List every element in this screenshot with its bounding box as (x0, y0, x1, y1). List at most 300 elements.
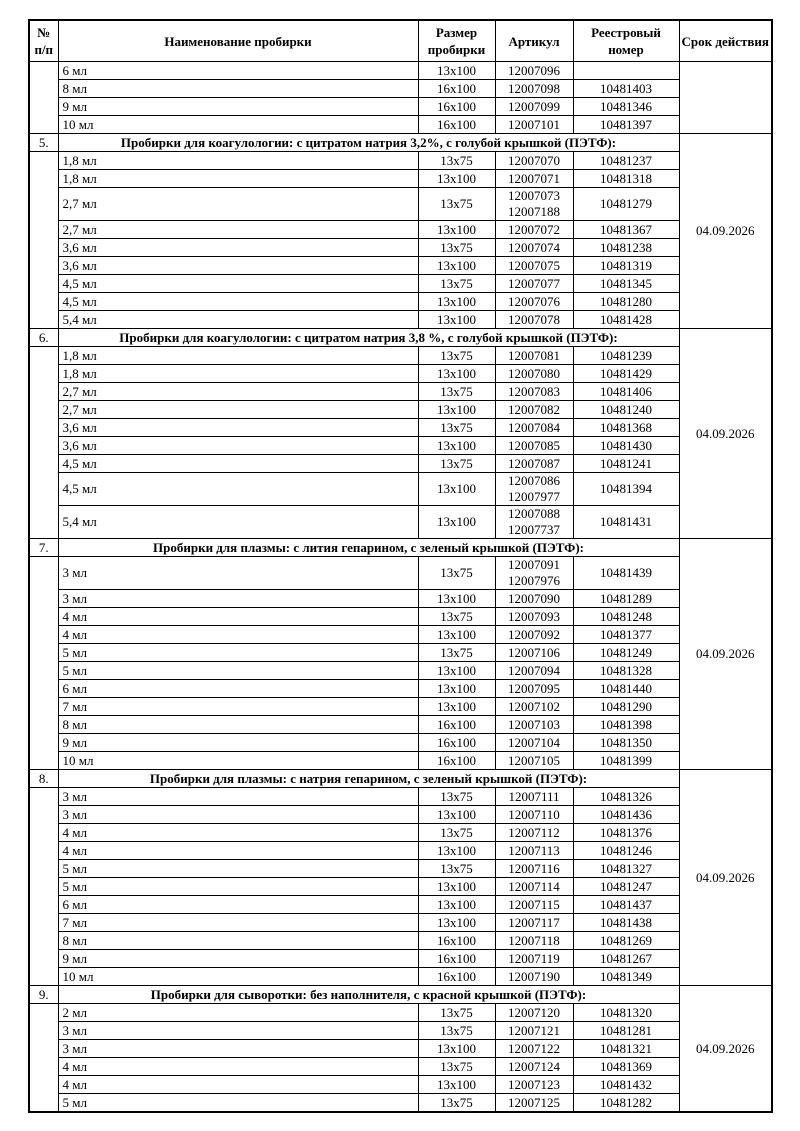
article-cell (495, 239, 573, 257)
tube-size-cell: 13x75 (418, 419, 495, 437)
table-row (29, 98, 772, 116)
tube-size-cell: 16x100 (418, 80, 495, 98)
table-row (29, 293, 772, 311)
article-line: 12007098 (508, 80, 560, 96)
validity-date: 04.09.2026 (679, 986, 772, 1113)
article-line: 12007071 (508, 170, 560, 186)
registry-cell: 10481319 (573, 257, 679, 275)
registry-cell: 10481350 (573, 734, 679, 752)
article-line: 12007125 (508, 1094, 560, 1110)
table-row (29, 557, 772, 590)
article-cell (495, 62, 573, 80)
tube-size-cell: 13x100 (418, 878, 495, 896)
tube-name-cell: 6 мл (58, 896, 418, 914)
article-cell (495, 98, 573, 116)
tube-name-cell: 2,7 мл (58, 188, 418, 221)
article-line: 12007105 (508, 752, 560, 768)
registry-cell: 10481439 (573, 557, 679, 590)
article-line: 12007091 (508, 557, 560, 572)
validity-date: 04.09.2026 (679, 329, 772, 539)
article-cell (495, 842, 573, 860)
table-row (29, 365, 772, 383)
article-cell (495, 680, 573, 698)
tube-size-cell: 16x100 (418, 116, 495, 134)
tube-name-cell: 3,6 мл (58, 419, 418, 437)
article-line: 12007104 (508, 734, 560, 750)
section-title: Пробирки для коагулологии: с цитратом натрия 3,8 %, с голубой крышкой (ПЭТФ): (58, 329, 679, 347)
col-header-number: № п/п (29, 20, 58, 62)
table-row (29, 1058, 772, 1076)
tube-size-cell: 13x100 (418, 914, 495, 932)
article-cell (495, 662, 573, 680)
article-line: 12007094 (508, 662, 560, 678)
tube-size-cell: 13x75 (418, 455, 495, 473)
section-title: Пробирки для плазмы: с натрия гепарином, с зеленый крышкой (ПЭТФ): (58, 770, 679, 788)
registry-cell: 10481345 (573, 275, 679, 293)
section-header-row (29, 329, 772, 347)
table-row (29, 644, 772, 662)
registry-cell: 10481246 (573, 842, 679, 860)
article-cell (495, 878, 573, 896)
article-cell (495, 590, 573, 608)
registry-cell: 10481240 (573, 401, 679, 419)
tube-name-cell: 1,8 мл (58, 170, 418, 188)
tube-name-cell: 3 мл (58, 788, 418, 806)
article-line: 12007078 (508, 311, 560, 327)
tube-name-cell: 2 мл (58, 1004, 418, 1022)
table-row (29, 716, 772, 734)
article-cell (495, 860, 573, 878)
article-line: 12007081 (508, 347, 560, 363)
article-cell (495, 257, 573, 275)
article-line: 12007737 (508, 522, 560, 537)
table-row (29, 311, 772, 329)
tube-size-cell: 13x100 (418, 662, 495, 680)
table-row (29, 275, 772, 293)
article-cell (495, 734, 573, 752)
registry-cell: 10481406 (573, 383, 679, 401)
tube-size-cell: 13x100 (418, 680, 495, 698)
article-line: 12007121 (508, 1022, 560, 1038)
registry-cell: 10481328 (573, 662, 679, 680)
article-line: 12007070 (508, 152, 560, 168)
registry-cell: 10481440 (573, 680, 679, 698)
registry-cell: 10481399 (573, 752, 679, 770)
tube-size-cell: 13x100 (418, 1076, 495, 1094)
article-line: 12007190 (508, 968, 560, 984)
article-line: 12007120 (508, 1004, 560, 1020)
tube-size-cell: 13x75 (418, 239, 495, 257)
tube-name-cell: 9 мл (58, 734, 418, 752)
section-title: Пробирки для плазмы: с лития гепарином, с зеленый крышкой (ПЭТФ): (58, 539, 679, 557)
section-number: 6. (29, 329, 58, 347)
tube-name-cell: 10 мл (58, 752, 418, 770)
article-line: 12007088 (508, 506, 560, 521)
tube-size-cell: 16x100 (418, 98, 495, 116)
tube-name-cell: 3 мл (58, 1022, 418, 1040)
tube-size-cell: 13x75 (418, 824, 495, 842)
table-row (29, 455, 772, 473)
tube-size-cell: 13x100 (418, 257, 495, 275)
tube-name-cell: 4,5 мл (58, 293, 418, 311)
article-cell (495, 1022, 573, 1040)
table-row (29, 1004, 772, 1022)
article-cell (495, 80, 573, 98)
article-cell (495, 473, 573, 506)
article-cell (495, 1076, 573, 1094)
tube-name-cell: 5,4 мл (58, 506, 418, 539)
article-line: 12007111 (508, 788, 560, 804)
section-number: 8. (29, 770, 58, 788)
article-cell (495, 896, 573, 914)
col-header-validity: Срок действия (679, 20, 772, 62)
validity-date: 04.09.2026 (679, 770, 772, 986)
registry-cell: 10481249 (573, 644, 679, 662)
article-cell (495, 1094, 573, 1113)
tube-name-cell: 6 мл (58, 680, 418, 698)
article-line: 12007118 (508, 932, 560, 948)
registry-cell: 10481429 (573, 365, 679, 383)
article-cell (495, 506, 573, 539)
article-cell (495, 914, 573, 932)
table-row (29, 170, 772, 188)
article-cell (495, 1004, 573, 1022)
tube-name-cell: 4 мл (58, 842, 418, 860)
tube-size-cell: 13x75 (418, 608, 495, 626)
article-line: 12007114 (508, 878, 560, 894)
table-row (29, 698, 772, 716)
tube-name-cell: 4 мл (58, 824, 418, 842)
article-cell (495, 116, 573, 134)
tube-name-cell: 9 мл (58, 98, 418, 116)
section-number: 7. (29, 539, 58, 557)
registry-cell: 10481346 (573, 98, 679, 116)
section-header-row (29, 539, 772, 557)
tube-size-cell: 16x100 (418, 968, 495, 986)
table-row (29, 401, 772, 419)
article-cell (495, 557, 573, 590)
tube-name-cell: 3,6 мл (58, 437, 418, 455)
tube-size-cell: 16x100 (418, 734, 495, 752)
table-row (29, 257, 772, 275)
article-line: 12007087 (508, 455, 560, 471)
registry-cell: 10481280 (573, 293, 679, 311)
validity-date (679, 62, 772, 134)
tube-name-cell: 8 мл (58, 932, 418, 950)
col-header-size: Размер пробирки (418, 20, 495, 62)
tube-name-cell: 2,7 мл (58, 221, 418, 239)
article-line: 12007117 (508, 914, 560, 930)
article-cell (495, 806, 573, 824)
table-row (29, 932, 772, 950)
tube-name-cell: 1,8 мл (58, 347, 418, 365)
table-row (29, 806, 772, 824)
table-row (29, 590, 772, 608)
section-number: 9. (29, 986, 58, 1004)
article-line: 12007110 (508, 806, 560, 822)
tube-name-cell: 2,7 мл (58, 401, 418, 419)
tube-size-cell: 13x100 (418, 1040, 495, 1058)
registry-cell: 10481289 (573, 590, 679, 608)
table-row (29, 437, 772, 455)
registry-cell: 10481438 (573, 914, 679, 932)
table-row (29, 842, 772, 860)
tube-name-cell: 9 мл (58, 950, 418, 968)
article-cell (495, 221, 573, 239)
table-row (29, 896, 772, 914)
registry-cell: 10481279 (573, 188, 679, 221)
article-line: 12007101 (508, 116, 560, 132)
tube-size-cell: 13x100 (418, 626, 495, 644)
tube-size-cell: 13x75 (418, 860, 495, 878)
article-cell (495, 716, 573, 734)
section-title: Пробирки для коагулологии: с цитратом натрия 3,2%, с голубой крышкой (ПЭТФ): (58, 134, 679, 152)
section-number-span (29, 1004, 58, 1113)
registry-cell (573, 62, 679, 80)
article-cell (495, 419, 573, 437)
tube-name-cell: 3 мл (58, 557, 418, 590)
table-row (29, 1022, 772, 1040)
article-line: 12007072 (508, 221, 560, 237)
registry-cell: 10481318 (573, 170, 679, 188)
registry-cell: 10481377 (573, 626, 679, 644)
tube-size-cell: 13x100 (418, 590, 495, 608)
registry-cell: 10481320 (573, 1004, 679, 1022)
article-line: 12007074 (508, 239, 560, 255)
tube-size-cell: 16x100 (418, 752, 495, 770)
article-cell (495, 311, 573, 329)
table-row (29, 1076, 772, 1094)
table-row (29, 152, 772, 170)
table-row (29, 734, 772, 752)
section-number: 5. (29, 134, 58, 152)
article-line: 12007080 (508, 365, 560, 381)
article-cell (495, 752, 573, 770)
article-cell (495, 950, 573, 968)
article-cell (495, 152, 573, 170)
tube-name-cell: 10 мл (58, 968, 418, 986)
article-cell (495, 824, 573, 842)
registry-cell: 10481269 (573, 932, 679, 950)
article-line: 12007116 (508, 860, 560, 876)
registry-cell: 10481368 (573, 419, 679, 437)
tube-size-cell: 13x100 (418, 311, 495, 329)
tube-size-cell: 13x100 (418, 170, 495, 188)
tubes-table (28, 19, 773, 1113)
tube-name-cell: 5 мл (58, 662, 418, 680)
article-line: 12007977 (508, 489, 560, 504)
table-row (29, 752, 772, 770)
table-row (29, 473, 772, 506)
registry-cell: 10481267 (573, 950, 679, 968)
table-row (29, 221, 772, 239)
article-line: 12007188 (508, 204, 560, 219)
tube-size-cell: 13x75 (418, 188, 495, 221)
article-cell (495, 365, 573, 383)
registry-cell: 10481436 (573, 806, 679, 824)
tube-size-cell: 13x100 (418, 896, 495, 914)
section-number-span (29, 347, 58, 539)
registry-cell: 10481290 (573, 698, 679, 716)
article-cell (495, 293, 573, 311)
tube-name-cell: 6 мл (58, 62, 418, 80)
tube-size-cell: 13x100 (418, 437, 495, 455)
article-line: 12007115 (508, 896, 560, 912)
article-cell (495, 644, 573, 662)
validity-date: 04.09.2026 (679, 134, 772, 329)
article-line: 12007075 (508, 257, 560, 273)
section-header-row (29, 770, 772, 788)
table-row (29, 680, 772, 698)
registry-cell: 10481367 (573, 221, 679, 239)
tube-size-cell: 13x100 (418, 401, 495, 419)
registry-cell: 10481430 (573, 437, 679, 455)
registry-cell: 10481398 (573, 716, 679, 734)
article-line: 12007119 (508, 950, 560, 966)
tube-size-cell: 16x100 (418, 716, 495, 734)
article-line: 12007124 (508, 1058, 560, 1074)
table-row (29, 419, 772, 437)
tube-name-cell: 4 мл (58, 608, 418, 626)
table-row (29, 1040, 772, 1058)
tube-size-cell: 16x100 (418, 932, 495, 950)
table-row (29, 950, 772, 968)
article-line: 12007112 (508, 824, 560, 840)
tube-name-cell: 4,5 мл (58, 455, 418, 473)
header-row (29, 20, 772, 62)
col-header-registry: Реестровый номер (573, 20, 679, 62)
tube-size-cell: 13x75 (418, 383, 495, 401)
tube-size-cell: 13x100 (418, 806, 495, 824)
article-cell (495, 698, 573, 716)
table-row (29, 824, 772, 842)
tube-name-cell: 1,8 мл (58, 365, 418, 383)
article-line: 12007106 (508, 644, 560, 660)
tube-name-cell: 3 мл (58, 806, 418, 824)
article-line: 12007084 (508, 419, 560, 435)
article-line: 12007103 (508, 716, 560, 732)
tube-size-cell: 13x75 (418, 275, 495, 293)
tube-name-cell: 5 мл (58, 644, 418, 662)
article-cell (495, 275, 573, 293)
tube-name-cell: 2,7 мл (58, 383, 418, 401)
registry-cell: 10481239 (573, 347, 679, 365)
tube-size-cell: 13x75 (418, 557, 495, 590)
registry-cell: 10481403 (573, 80, 679, 98)
table-row (29, 626, 772, 644)
article-cell (495, 968, 573, 986)
article-line: 12007123 (508, 1076, 560, 1092)
tube-name-cell: 10 мл (58, 116, 418, 134)
article-cell (495, 455, 573, 473)
registry-cell: 10481394 (573, 473, 679, 506)
article-line: 12007113 (508, 842, 560, 858)
article-cell (495, 608, 573, 626)
col-header-name: Наименование пробирки (58, 20, 418, 62)
tube-name-cell: 5 мл (58, 878, 418, 896)
table-row (29, 506, 772, 539)
table-row (29, 878, 772, 896)
article-cell (495, 626, 573, 644)
table-row (29, 383, 772, 401)
tube-size-cell: 13x100 (418, 365, 495, 383)
article-line: 12007122 (508, 1040, 560, 1056)
article-line: 12007082 (508, 401, 560, 417)
article-cell (495, 401, 573, 419)
tube-name-cell: 5,4 мл (58, 311, 418, 329)
registry-cell: 10481437 (573, 896, 679, 914)
tube-name-cell: 4 мл (58, 626, 418, 644)
validity-date: 04.09.2026 (679, 539, 772, 770)
registry-cell: 10481369 (573, 1058, 679, 1076)
tube-name-cell: 3 мл (58, 1040, 418, 1058)
tube-name-cell: 5 мл (58, 860, 418, 878)
article-line: 12007090 (508, 590, 560, 606)
tube-size-cell: 13x100 (418, 698, 495, 716)
tube-size-cell: 13x75 (418, 1022, 495, 1040)
article-line: 12007085 (508, 437, 560, 453)
section-number-span (29, 62, 58, 134)
tube-name-cell: 8 мл (58, 80, 418, 98)
article-cell (495, 932, 573, 950)
tube-name-cell: 5 мл (58, 1094, 418, 1113)
registry-cell: 10481237 (573, 152, 679, 170)
registry-cell: 10481281 (573, 1022, 679, 1040)
tube-size-cell: 13x75 (418, 644, 495, 662)
tube-size-cell: 13x75 (418, 1058, 495, 1076)
article-cell (495, 788, 573, 806)
tube-name-cell: 4 мл (58, 1058, 418, 1076)
article-line: 12007073 (508, 188, 560, 203)
tube-size-cell: 13x100 (418, 221, 495, 239)
registry-cell: 10481376 (573, 824, 679, 842)
article-cell (495, 1040, 573, 1058)
col-header-article: Артикул (495, 20, 573, 62)
article-line: 12007976 (508, 573, 560, 588)
article-cell (495, 347, 573, 365)
section-number-span (29, 788, 58, 986)
registry-cell: 10481327 (573, 860, 679, 878)
tube-name-cell: 4 мл (58, 1076, 418, 1094)
section-header-row (29, 134, 772, 152)
tube-size-cell: 13x100 (418, 293, 495, 311)
table-row (29, 608, 772, 626)
article-line: 12007102 (508, 698, 560, 714)
article-line: 12007095 (508, 680, 560, 696)
tube-name-cell: 7 мл (58, 698, 418, 716)
tube-size-cell: 13x75 (418, 152, 495, 170)
table-row (29, 347, 772, 365)
tube-size-cell: 13x100 (418, 62, 495, 80)
registry-cell: 10481397 (573, 116, 679, 134)
table-row (29, 662, 772, 680)
article-line: 12007096 (508, 62, 560, 78)
tube-size-cell: 16x100 (418, 950, 495, 968)
article-line: 12007077 (508, 275, 560, 291)
section-number-span (29, 557, 58, 770)
tube-size-cell: 13x100 (418, 842, 495, 860)
section-title: Пробирки для сыворотки: без наполнителя, с красной крышкой (ПЭТФ): (58, 986, 679, 1004)
table-row (29, 860, 772, 878)
tube-size-cell: 13x100 (418, 506, 495, 539)
article-cell (495, 383, 573, 401)
tube-name-cell: 3,6 мл (58, 257, 418, 275)
registry-cell: 10481248 (573, 608, 679, 626)
article-cell (495, 170, 573, 188)
tube-size-cell: 13x75 (418, 1094, 495, 1113)
section-header-row (29, 986, 772, 1004)
article-cell (495, 1058, 573, 1076)
